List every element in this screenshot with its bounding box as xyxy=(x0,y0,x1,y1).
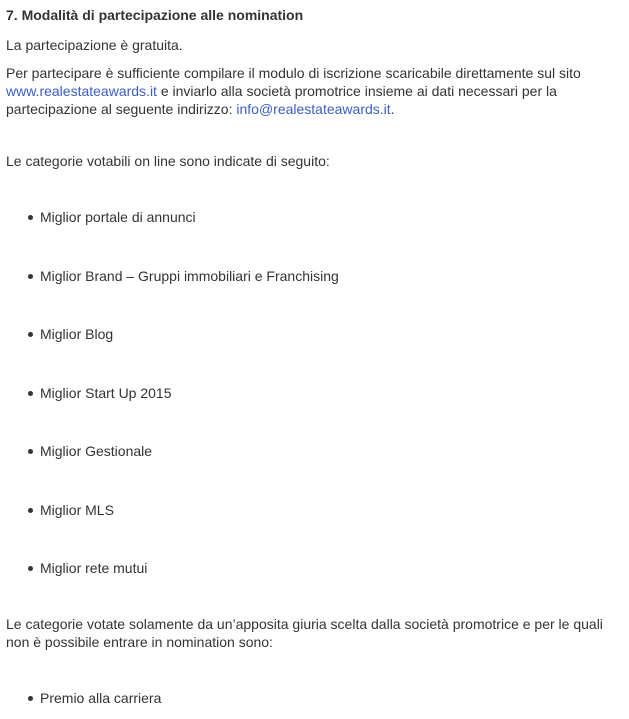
instructions-text-middle: e inviarlo alla società promotrice insieme ai dati necessari per la partecipazione al seguente indirizzo: xyxy=(6,83,557,117)
email-link[interactable]: info@realestateawards.it xyxy=(236,101,391,117)
list-item-label: Miglior portale di annunci xyxy=(40,209,196,225)
bullet-icon xyxy=(28,274,33,279)
bullet-icon xyxy=(28,391,33,396)
list-item xyxy=(6,208,618,226)
jury-categories-list xyxy=(6,689,618,707)
list-item-label: Miglior MLS xyxy=(40,501,114,518)
section-title: 7. Modalità di partecipazione alle nomination xyxy=(6,7,304,23)
list-item-label: Premio alla carriera xyxy=(40,690,162,706)
list-item-label: Miglior Start Up 2015 xyxy=(40,384,172,401)
jury-categories-intro: Le categorie votate solamente da un’apposita giuria scelta dalla società promotrice e per le quali non è possibile entrare in nomination sono: xyxy=(6,616,603,650)
bullet-icon xyxy=(28,696,33,701)
bullet-icon xyxy=(28,508,33,513)
free-participation-text: La partecipazione è gratuita. xyxy=(6,37,183,53)
online-categories-intro: Le categorie votabili on line sono indicate di seguito: xyxy=(6,153,330,169)
list-item xyxy=(6,442,618,460)
list-item xyxy=(6,501,618,519)
list-item xyxy=(6,559,618,577)
instructions-text-start: Per partecipare è sufficiente compilare il modulo di iscrizione scaricabile direttamente sul sito xyxy=(6,65,581,81)
bullet-icon xyxy=(28,332,33,337)
list-item xyxy=(6,384,618,402)
list-item-label: Miglior Gestionale xyxy=(40,443,153,459)
instructions-text-end: . xyxy=(390,101,395,117)
list-item-label: Miglior Blog xyxy=(40,326,114,342)
list-item xyxy=(6,325,618,343)
site-link[interactable]: www.realestateawards.it xyxy=(6,83,157,99)
article-section xyxy=(6,6,618,707)
bullet-icon xyxy=(28,215,33,220)
bullet-icon xyxy=(28,449,33,454)
list-item-label: Miglior rete mutui xyxy=(40,560,148,576)
list-item xyxy=(6,267,618,285)
list-item xyxy=(6,689,618,707)
list-item-label: Miglior Brand – Gruppi immobiliari e Franchising xyxy=(40,267,339,284)
bullet-icon xyxy=(28,566,33,571)
online-categories-list xyxy=(6,208,618,577)
participation-instructions xyxy=(6,64,618,118)
